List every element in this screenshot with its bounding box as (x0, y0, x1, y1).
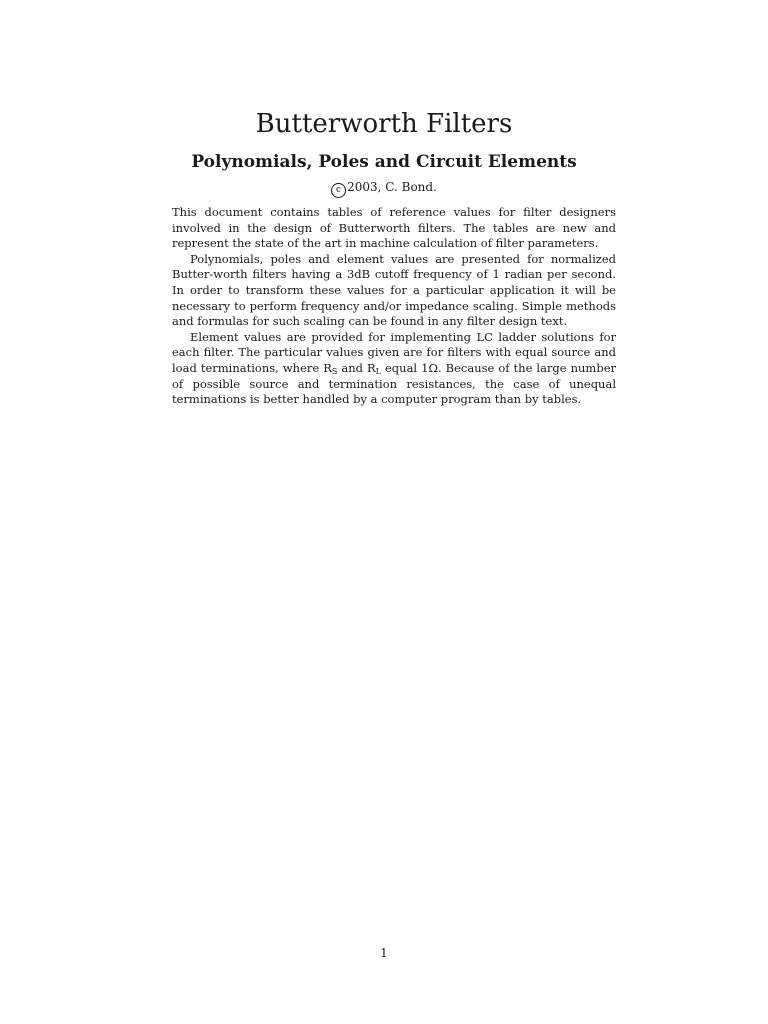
abstract-body (172, 205, 616, 408)
paragraph-intro: This document contains tables of reference values for filter designers involved in the design of Butterworth filters. The tables are new and represent the state of the art in machine calculation of filter parameters. (172, 205, 616, 251)
document-title: Butterworth Filters (255, 109, 513, 139)
copyright-line (0, 178, 768, 198)
paragraph-element-values (172, 330, 616, 408)
copyright-icon: c (331, 183, 346, 198)
document-subtitle: Polynomials, Poles and Circuit Elements (191, 152, 577, 172)
paragraph-polynomials: Polynomials, poles and element values are presented for normalized Butter-worth filters having a 3dB cutoff frequency of 1 radian per second. In order to transform these values for a particular application it will be necessary to perform frequency and/or impedance scaling. Simple methods and formulas for such scaling can be found in any filter design text. (172, 251, 616, 329)
page-number: 1 (380, 946, 388, 960)
paragraph-element-values-part2: and R (337, 360, 376, 375)
paragraph-element-values-part3: equal 1Ω. Because of the large number of possible source and termination resistances, the case of unequal terminations is better handled by a computer program than by tables. (172, 360, 616, 407)
subscript-s: S (331, 366, 338, 376)
copyright-text: 2003, C. Bond. (347, 180, 437, 194)
paragraph-element-values-part1: Element values are provided for implementing LC ladder solutions for each filter. The particular values given are for filters with equal source and load terminations, where R (172, 329, 616, 375)
subscript-l: L (375, 366, 381, 376)
